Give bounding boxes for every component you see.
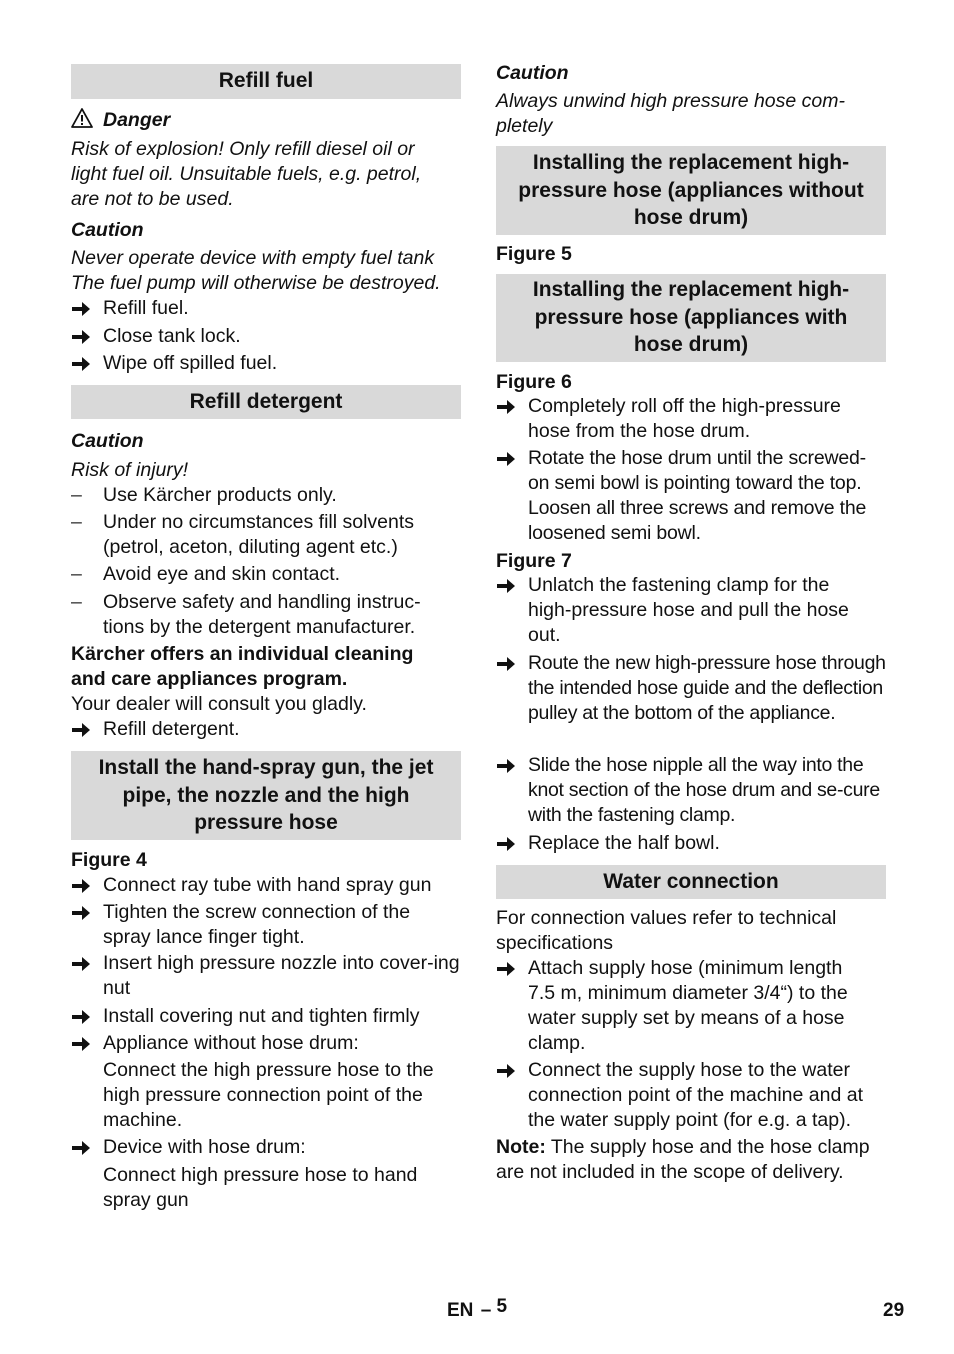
arrow-right-icon — [71, 324, 95, 345]
item-text: Use Kärcher products only. — [103, 484, 337, 506]
arrow-right-icon — [71, 873, 95, 894]
step-text: Unlatch the fastening clamp for the high-pressure hose and pull the hose out. — [528, 574, 849, 646]
arrow-right-icon — [71, 296, 95, 317]
without-drum-text: Connect the high pressure hose to the high pressure connection point of the machine. — [103, 1059, 434, 1131]
arrow-right-icon — [496, 394, 520, 415]
step-text: Appliance without hose drum: — [103, 1032, 359, 1054]
danger-row — [71, 108, 461, 135]
caution-label: Caution — [496, 62, 569, 84]
list-item — [496, 394, 886, 444]
step-text: Insert high pressure nozzle into cover-ing nut — [103, 952, 460, 999]
danger-text: Risk of explosion! Only refill diesel oil or light fuel oil. Unsuitable fuels, e.g. petrol, are not to be used. — [71, 138, 422, 210]
arrow-right-icon — [496, 831, 520, 852]
list-item — [71, 1004, 461, 1029]
note-label: Note: — [496, 1136, 546, 1158]
step-text: Completely roll off the high-pressure hose from the hose drum. — [528, 395, 841, 442]
arrow-right-icon — [71, 951, 95, 972]
list-item — [71, 900, 461, 950]
dealer-text: Your dealer will consult you gladly. — [71, 693, 367, 715]
arrow-right-icon — [496, 753, 520, 774]
item-text: Under no circumstances fill solvents (petrol, aceton, diluting agent etc.) — [103, 511, 415, 558]
figure-7-label: Figure 7 — [496, 550, 572, 572]
note-text: The supply hose and the hose clamp are not included in the scope of delivery. — [496, 1136, 870, 1183]
list-item — [496, 1058, 886, 1133]
arrow-right-icon — [496, 651, 520, 672]
step-text: Close tank lock. — [103, 325, 241, 347]
arrow-right-icon — [496, 956, 520, 977]
arrow-right-icon — [71, 1004, 95, 1025]
caution-text: Always unwind high pressure hose com-pletely — [496, 90, 846, 137]
list-item — [496, 651, 886, 726]
step-text: Replace the half bowl. — [528, 832, 720, 854]
language-code: EN — [447, 1300, 474, 1321]
step-text: Rotate the hose drum until the screwed-on semi bowl is pointing toward the top. Loosen all three screws and remove the loosened semi bowl. — [528, 447, 867, 544]
list-item — [71, 1135, 461, 1160]
list-item — [71, 324, 461, 349]
refill-fuel-heading: Refill fuel — [71, 64, 461, 99]
item-text: Observe safety and handling instruc-tions by the detergent manufacturer. — [103, 591, 421, 638]
arrow-right-icon — [496, 1058, 520, 1079]
dash-bullet: – — [71, 563, 82, 585]
list-item — [71, 717, 461, 742]
arrow-right-icon — [71, 351, 95, 372]
step-text: Tighten the screw connection of the spray lance finger tight. — [103, 901, 411, 948]
arrow-right-icon — [71, 900, 95, 921]
note-paragraph — [496, 1135, 886, 1185]
list-item — [496, 956, 886, 1056]
step-text: Wipe off spilled fuel. — [103, 352, 278, 374]
figure-4-label: Figure 4 — [71, 849, 147, 871]
step-text: Connect ray tube with hand spray gun — [103, 874, 432, 896]
list-item — [71, 351, 461, 376]
arrow-right-icon — [496, 573, 520, 594]
list-item — [496, 573, 886, 648]
dash-bullet: – — [71, 484, 82, 506]
list-item — [71, 1031, 461, 1056]
caution-label: Caution — [71, 430, 144, 452]
list-item — [71, 951, 461, 1001]
list-item — [71, 296, 461, 321]
caution-label: Caution — [71, 219, 144, 241]
step-text: Refill fuel. — [103, 297, 189, 319]
karcher-program-text: Kärcher offers an individual cleaning and care appliances program. — [71, 643, 414, 690]
list-item — [496, 831, 886, 856]
with-drum-text: Connect high pressure hose to hand spray gun — [103, 1164, 418, 1211]
replace-hose-without-drum-heading: Installing the replacement high-pressure hose (appliances without hose drum) — [496, 146, 886, 235]
list-item — [496, 446, 886, 546]
arrow-right-icon — [71, 1135, 95, 1156]
list-item — [496, 753, 886, 828]
arrow-right-icon — [71, 1031, 95, 1052]
figure-5-label: Figure 5 — [496, 243, 572, 265]
water-intro-text: For connection values refer to technical specifications — [496, 907, 837, 954]
page-footer-section — [447, 1298, 507, 1323]
install-gun-heading: Install the hand-spray gun, the jet pipe, the nozzle and the high pressure hose — [71, 751, 461, 840]
caution-text: Never operate device with empty fuel tank The fuel pump will otherwise be destroyed. — [71, 247, 441, 294]
warning-triangle-icon — [71, 108, 95, 135]
step-text: Connect the supply hose to the water connection point of the machine and at the water supply point (for e.g. a tap). — [528, 1059, 863, 1131]
replace-hose-with-drum-heading: Installing the replacement high-pressure hose (appliances with hose drum) — [496, 274, 886, 362]
list-item — [71, 562, 461, 587]
page-number: 29 — [883, 1300, 905, 1321]
step-text: Refill detergent. — [103, 718, 240, 740]
list-item — [71, 873, 461, 898]
refill-detergent-heading: Refill detergent — [71, 385, 461, 419]
arrow-right-icon — [71, 717, 95, 738]
step-text: Slide the hose nipple all the way into the knot section of the hose drum and se-cure with the fastening clamp. — [528, 754, 880, 826]
step-text: Install covering nut and tighten firmly — [103, 1005, 420, 1027]
list-item — [71, 483, 461, 508]
footer-dash: – — [480, 1300, 492, 1321]
step-text: Attach supply hose (minimum length 7.5 m, minimum diameter 3/4“) to the water supply set by means of a hose clamp. — [528, 957, 848, 1054]
figure-6-label: Figure 6 — [496, 371, 572, 393]
step-text: Device with hose drum: — [103, 1136, 306, 1158]
arrow-right-icon — [496, 446, 520, 467]
section-page-number: 5 — [496, 1296, 508, 1317]
step-text: Route the new high-pressure hose through the intended hose guide and the deflection pulley at the bottom of the appliance. — [528, 652, 886, 724]
list-item — [71, 590, 461, 640]
dash-bullet: – — [71, 591, 82, 613]
caution-text: Risk of injury! — [71, 459, 189, 481]
list-item — [71, 510, 461, 560]
water-connection-heading: Water connection — [496, 865, 886, 899]
item-text: Avoid eye and skin contact. — [103, 563, 341, 585]
dash-bullet: – — [71, 511, 82, 533]
danger-label: Danger — [103, 109, 171, 131]
